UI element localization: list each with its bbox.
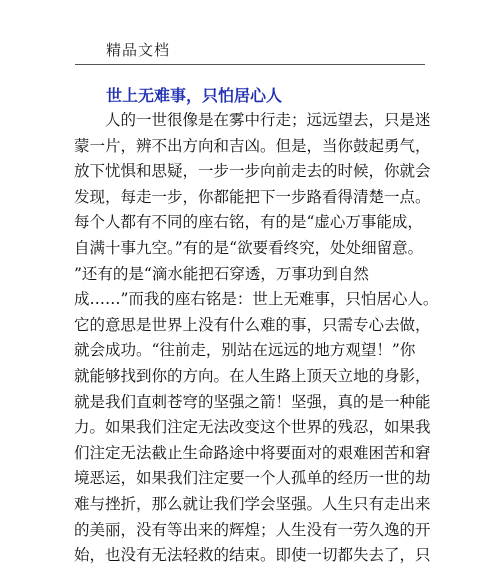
body-line: 难与挫折，那么就让我们学会坚强。人生只有走出来 <box>74 494 431 513</box>
body-line: 境恶运，如果我们注定要一个人孤单的经历一世的劫 <box>74 469 431 488</box>
body-line: 的美丽，没有等出来的辉煌；人生没有一劳久逸的开 <box>74 520 431 539</box>
header-divider <box>75 64 425 65</box>
article-title: 世上无难事，只怕居心人 <box>106 86 283 105</box>
body-line: 就会成功。“往前走，别站在远远的地方观望！”你 <box>74 341 416 360</box>
body-line: 成……”而我的座右铭是：世上无难事，只怕居心人。 <box>74 290 439 309</box>
body-line: 自满十事九空。”有的是“欲要看终究，处处细留意。 <box>74 238 424 257</box>
document-header-label: 精品文档 <box>106 41 171 59</box>
body-line: ”还有的是“滴水能把石穿透，万事功到自然 <box>74 264 369 283</box>
body-line: 就是我们直刺苍穹的坚强之箭！坚强，真的是一种能 <box>74 392 431 411</box>
body-line: 们注定无法截止生命路途中将要面对的艰难困苦和窘 <box>74 443 431 462</box>
body-line: 力。如果我们注定无法改变这个世界的残忍，如果我 <box>74 418 431 437</box>
body-line: 它的意思是世界上没有什么难的事，只需专心去做， <box>74 315 431 334</box>
body-line: 放下忧惧和思疑，一步一步向前走去的时候，你就会 <box>74 162 431 181</box>
body-line: 就能够找到你的方向。在人生路上顶天立地的身影， <box>74 366 431 385</box>
body-line: 始，也没有无法轻救的结束。即使一切都失去了，只 <box>74 546 431 565</box>
body-line: 发现，每走一步，你都能把下一步路看得清楚一点。 <box>74 187 431 206</box>
body-line: 人的一世很像是在雾中行走；远远望去，只是迷 <box>74 111 431 129</box>
body-line: 每个人都有不同的座右铭，有的是“虚心万事能成， <box>74 213 423 232</box>
body-line: 蒙一片，辨不出方向和吉凶。但是，当你鼓起勇气， <box>74 136 431 155</box>
article-body <box>74 108 439 565</box>
